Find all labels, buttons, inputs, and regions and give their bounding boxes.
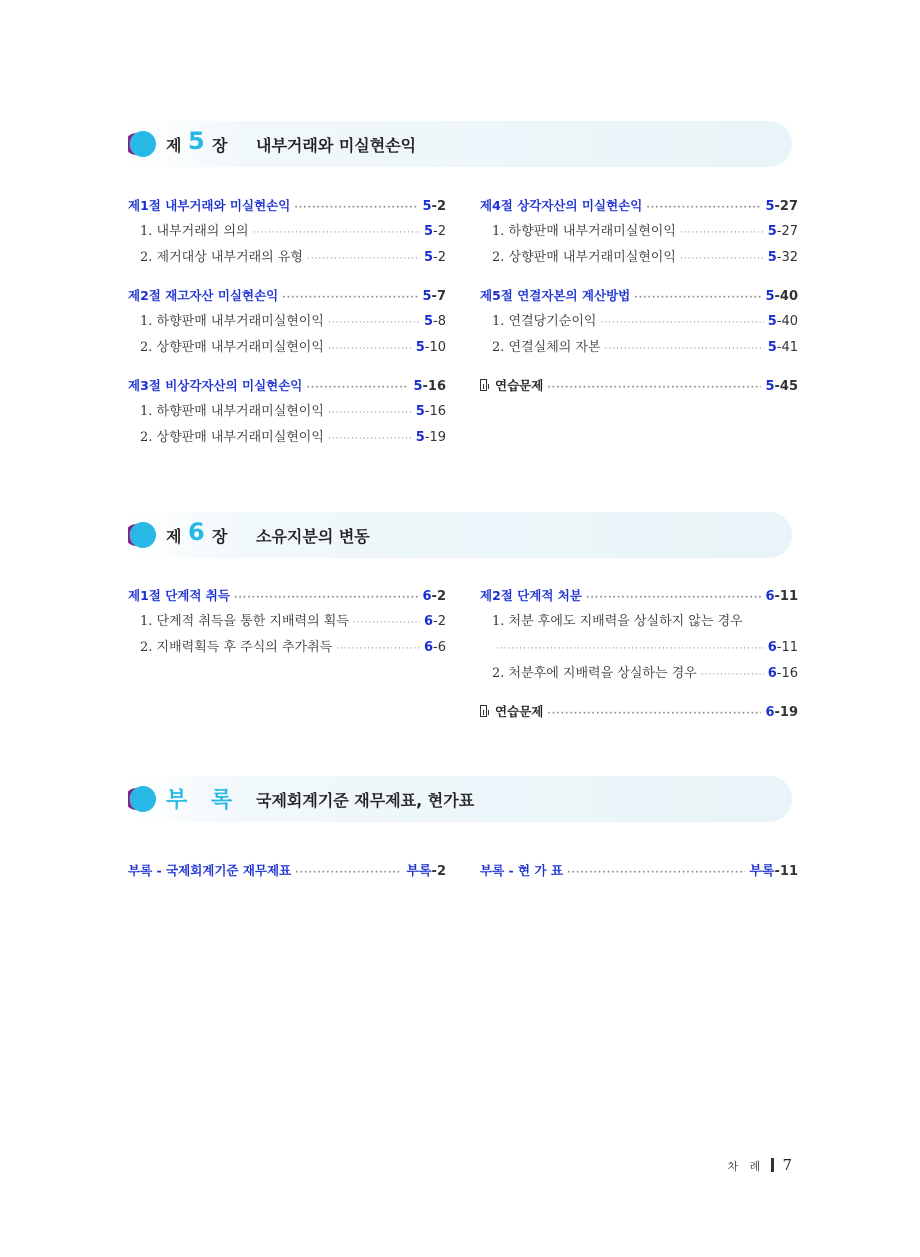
page-chapter: 6 [765,705,775,720]
chapter-bullet-icon [128,520,158,550]
toc-entry-text: 2. 처분후에 지배력을 상실하는 경우 [492,666,697,681]
page-number-ref: -6 [433,640,446,655]
toc-section[interactable] [480,283,798,309]
page-number-ref: -19 [424,430,446,445]
page-chapter: 6 [765,589,775,604]
toc-exercise[interactable] [480,373,798,399]
page-footer [700,1155,792,1174]
chapter-6-left-column [128,583,446,661]
appendix-title: 국제회계기준 재무제표, 현가표 [256,791,475,810]
page-number-ref: -2 [433,614,446,629]
toc-item[interactable] [480,309,798,335]
dot-leader [328,310,420,336]
chapter-title: 소유지분의 변동 [256,527,370,546]
toc-item[interactable] [128,245,446,271]
dot-leader [234,585,419,611]
toc-entry-text: 제1절 단계적 취득 [128,588,230,603]
page-ref [424,219,446,245]
page-ref [416,335,446,361]
toc-entry-text: 2. 연결실체의 자본 [492,340,601,355]
dot-leader [496,636,764,662]
page-number-ref: -41 [776,340,798,355]
page-ref [768,661,798,687]
appendix-label: 부 록 [166,788,241,813]
spacer [128,271,446,283]
page-ref [768,635,798,661]
toc-item[interactable] [128,635,446,661]
page-chapter: 5 [767,250,777,265]
page-ref [765,284,798,310]
toc-entry-text: 연습문제 [495,378,544,393]
appendix-left-column [128,858,446,884]
page-ref [423,194,447,220]
dot-leader [701,662,764,688]
page-number-ref: -11 [774,864,798,879]
page-number-ref: -2 [431,199,446,214]
toc-entry-text: 1. 하향판매 내부거래미실현이익 [140,314,324,329]
dot-leader [680,220,764,246]
toc-entry-text: 1. 내부거래의 의의 [140,224,249,239]
dot-leader [547,375,761,401]
spacer [480,687,798,699]
toc-entry-text: 1. 하향판매 내부거래미실현이익 [492,224,676,239]
page-chapter: 5 [413,379,423,394]
toc-entry-text: 2. 상향판매 내부거래미실현이익 [140,340,324,355]
page-chapter: 6 [767,666,777,681]
page-ref [765,584,798,610]
dot-leader [328,400,412,426]
chapter-6-right-column [480,583,798,725]
footer-divider [771,1158,774,1172]
toc-section[interactable] [480,583,798,609]
page-chapter: 5 [765,199,775,214]
page-ref [765,194,798,220]
dot-leader [336,636,420,662]
page-number-ref: -40 [776,314,798,329]
page-chapter: 부록 [406,864,432,879]
dot-leader [295,860,402,886]
chapter-suffix: 장 [212,136,228,155]
page-ref [765,700,798,726]
toc-entry-text: 1. 단계적 취득을 통한 지배력의 획득 [140,614,349,629]
page-ref [768,335,798,361]
page-number-ref: -27 [776,224,798,239]
page-chapter: 5 [422,199,432,214]
page-number-ref: -16 [776,666,798,681]
page-chapter: 5 [767,224,777,239]
appendix-right-column [480,858,798,884]
chapter-number: 5 [188,127,205,155]
page-number-ref: -2 [431,864,446,879]
toc-section[interactable] [480,858,798,884]
page-chapter: 6 [423,614,434,629]
page-ref [768,219,798,245]
chapter-title: 내부거래와 미실현손익 [256,136,417,155]
toc-entry-text: 2. 상향판매 내부거래미실현이익 [140,430,324,445]
page-chapter: 5 [423,224,434,239]
page-number-ref: -45 [774,379,798,394]
page-ref [416,425,446,451]
page-ref [416,399,446,425]
toc-item[interactable] [128,219,446,245]
dot-leader [547,701,761,727]
toc-entry-text: 2. 지배력획득 후 주식의 추가취득 [140,640,333,655]
page-chapter: 5 [765,289,775,304]
chapter-5-left-column [128,193,446,451]
chapter-bullet-icon [128,784,158,814]
page-ref [423,584,447,610]
page-chapter: 5 [423,314,434,329]
page-chapter: 5 [415,340,425,355]
page-number-ref: -7 [431,289,446,304]
appendix-header [128,776,792,822]
page-ref [749,859,798,885]
page-chapter: 5 [767,340,777,355]
page-number-ref: -2 [433,224,446,239]
page-chapter: 5 [415,430,425,445]
dot-leader [646,195,761,221]
page-ref [424,635,446,661]
spacer [480,271,798,283]
page-ref [768,309,798,335]
toc-item[interactable] [480,245,798,271]
page-chapter: 부록 [749,864,775,879]
dot-leader [253,220,420,246]
dot-leader [680,246,764,272]
toc-entry-text: 부록 - 현 가 표 [480,863,563,878]
page-number-ref: -8 [433,314,446,329]
page-number-ref: -32 [776,250,798,265]
dot-leader [353,610,420,636]
toc-entry-text: 1. 하향판매 내부거래미실현이익 [140,404,324,419]
page-number-ref: -10 [424,340,446,355]
dot-leader [605,336,764,362]
toc-entry-text: 제3절 비상각자산의 미실현손익 [128,378,303,393]
toc-entry-text: 제2절 단계적 처분 [480,588,582,603]
chapter-6-header [128,512,792,558]
chapter-number: 6 [188,518,205,546]
page-ref [768,245,798,271]
toc-entry-text: 연습문제 [495,704,544,719]
dot-leader [294,195,418,221]
page-ref [424,309,446,335]
page-ref [413,374,446,400]
exercise-chart-icon [480,379,487,391]
page-number-ref: -2 [433,250,446,265]
toc-item-text: 1. 처분 후에도 지배력을 상실하지 않는 경우 [492,614,743,629]
toc-section[interactable] [128,858,446,884]
page-ref [423,284,447,310]
page-chapter: 5 [415,404,425,419]
page-ref [424,609,446,635]
toc-item[interactable] [128,335,446,361]
page-chapter: 5 [767,314,777,329]
page-chapter: 5 [765,379,775,394]
toc-section[interactable] [128,583,446,609]
toc-item[interactable] [128,309,446,335]
page-number-ref: -16 [424,404,446,419]
toc-section[interactable] [128,283,446,309]
spacer [480,361,798,373]
toc-entry-text: 부록 - 국제회계기준 재무제표 [128,863,292,878]
toc-item[interactable] [480,635,798,661]
toc-item[interactable] [128,609,446,635]
chapter-prefix: 제 [166,136,182,155]
toc-item[interactable] [480,335,798,361]
toc-entry-text: 제4절 상각자산의 미실현손익 [480,198,643,213]
page-number-ref: -16 [422,379,446,394]
dot-leader [634,285,761,311]
spacer [128,361,446,373]
page-number-ref: -27 [774,199,798,214]
toc-item[interactable] [480,661,798,687]
toc-section[interactable] [128,373,446,399]
page-chapter: 6 [423,640,434,655]
page-number-ref: -2 [431,589,446,604]
chapter-5-right-column [480,193,798,399]
dot-leader [328,426,412,452]
page-ref [765,374,798,400]
toc-entry-text: 1. 연결당기순이익 [492,314,597,329]
dot-leader [586,585,762,611]
page-number-ref: -19 [774,705,798,720]
toc-section[interactable] [128,193,446,219]
toc-entry-text: 제5절 연결자본의 계산방법 [480,288,631,303]
chapter-bullet-icon [128,129,158,159]
toc-entry-text: 제1절 내부거래와 미실현손익 [128,198,291,213]
page-ref [424,245,446,271]
footer-label: 차 례 [727,1160,765,1173]
toc-entry-text: 제2절 재고자산 미실현손익 [128,288,279,303]
page-chapter: 6 [422,589,432,604]
toc-item[interactable] [128,399,446,425]
toc-section[interactable] [480,193,798,219]
dot-leader [306,375,409,401]
dot-leader [307,246,420,272]
toc-entry-text: 2. 상향판매 내부거래미실현이익 [492,250,676,265]
chapter-prefix: 제 [166,527,182,546]
page-chapter: 5 [423,250,434,265]
page-chapter: 5 [422,289,432,304]
page-number-ref: -11 [776,640,798,655]
toc-item[interactable] [480,219,798,245]
exercise-chart-icon [480,705,487,717]
dot-leader [282,285,418,311]
toc-entry-text: 2. 제거대상 내부거래의 유형 [140,250,303,265]
page-ref [406,859,446,885]
page-chapter: 6 [767,640,777,655]
dot-leader [328,336,412,362]
toc-exercise[interactable] [480,699,798,725]
page-number: 7 [782,1156,792,1174]
page-number-ref: -11 [774,589,798,604]
chapter-suffix: 장 [212,527,228,546]
page-number-ref: -40 [774,289,798,304]
dot-leader [567,860,745,886]
chapter-5-header [128,121,792,167]
toc-item[interactable] [128,425,446,451]
dot-leader [600,310,763,336]
